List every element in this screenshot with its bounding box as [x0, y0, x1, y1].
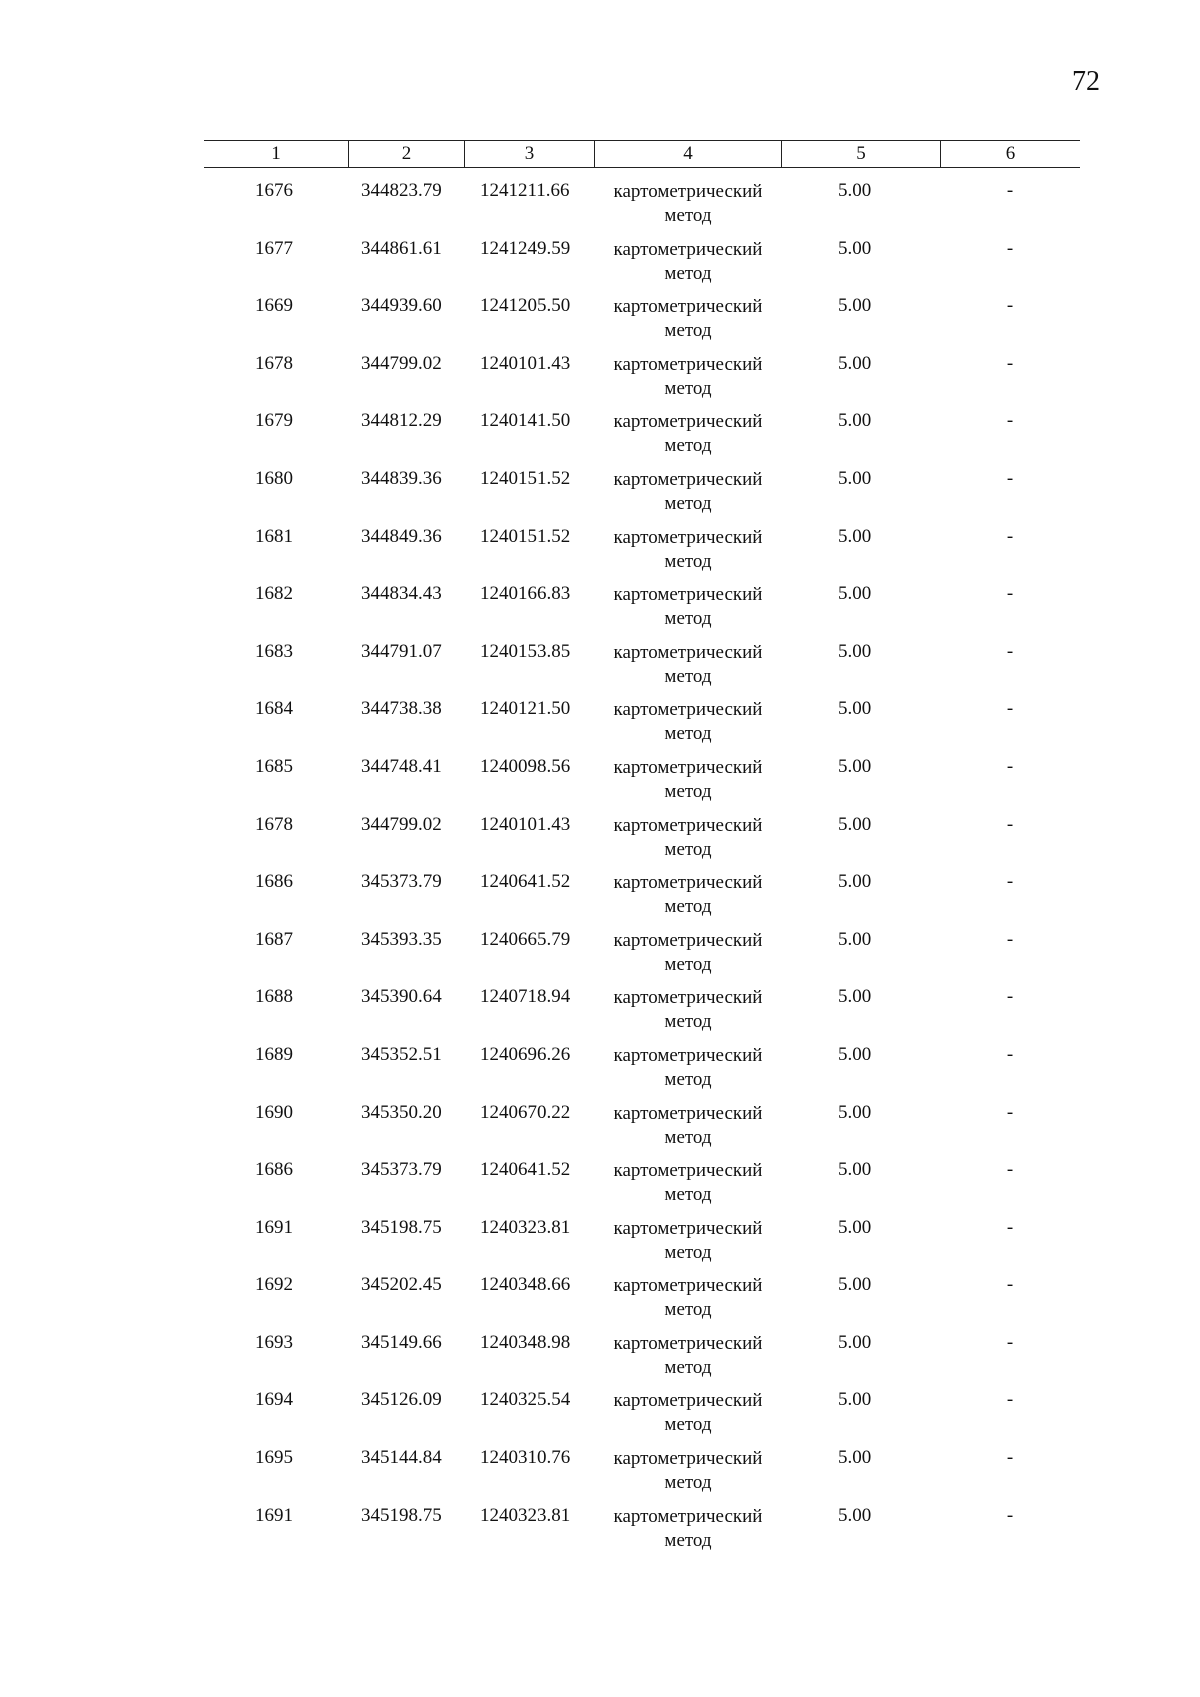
cell-point-number: 1691	[255, 1504, 293, 1526]
cell-note: -	[1006, 871, 1014, 893]
table-row	[0, 986, 1200, 1044]
header-col-2: 2	[348, 141, 464, 167]
cell-x-coordinate: 345198.75	[361, 1216, 442, 1238]
cell-y-coordinate: 1240310.76	[480, 1447, 571, 1469]
cell-method: картометрический метод	[613, 296, 763, 342]
cell-accuracy: 5.00	[838, 1274, 872, 1296]
cell-y-coordinate: 1240641.52	[480, 871, 571, 893]
cell-y-coordinate: 1241205.50	[480, 295, 571, 317]
cell-point-number: 1685	[255, 755, 293, 777]
cell-x-coordinate: 345373.79	[361, 871, 442, 893]
cell-x-coordinate: 345393.35	[361, 928, 442, 950]
table-row	[0, 1217, 1200, 1275]
cell-y-coordinate: 1240641.52	[480, 1159, 571, 1181]
cell-note: -	[1006, 1274, 1014, 1296]
table-row	[0, 1505, 1200, 1563]
cell-y-coordinate: 1241249.59	[480, 237, 571, 259]
cell-point-number: 1676	[255, 180, 293, 201]
cell-accuracy: 5.00	[838, 237, 872, 259]
cell-x-coordinate: 345390.64	[361, 986, 442, 1008]
cell-method: картометрический метод	[613, 238, 763, 284]
table-row	[0, 1389, 1200, 1447]
table-row	[0, 410, 1200, 468]
cell-x-coordinate: 344812.29	[361, 410, 442, 432]
cell-y-coordinate: 1240323.81	[480, 1216, 571, 1238]
table-row	[0, 871, 1200, 929]
cell-y-coordinate: 1240670.22	[480, 1101, 571, 1123]
cell-accuracy: 5.00	[838, 755, 872, 777]
table-row	[0, 814, 1200, 872]
cell-x-coordinate: 345202.45	[361, 1274, 442, 1296]
header-col-5: 5	[781, 141, 940, 167]
cell-accuracy: 5.00	[838, 1389, 872, 1411]
cell-method: картометрический метод	[613, 1505, 763, 1551]
cell-y-coordinate: 1240141.50	[480, 410, 571, 432]
cell-accuracy: 5.00	[838, 986, 872, 1008]
cell-note: -	[1006, 1504, 1014, 1526]
cell-method: картометрический метод	[613, 468, 763, 514]
header-col-3: 3	[464, 141, 594, 167]
cell-point-number: 1692	[255, 1274, 293, 1296]
cell-method: картометрический метод	[613, 814, 763, 860]
header-col-6: 6	[940, 141, 1080, 167]
cell-point-number: 1693	[255, 1331, 293, 1353]
cell-point-number: 1684	[255, 698, 293, 720]
cell-y-coordinate: 1241211.66	[480, 180, 570, 201]
cell-y-coordinate: 1240098.56	[480, 755, 571, 777]
cell-point-number: 1683	[255, 640, 293, 662]
cell-method: картометрический метод	[613, 1448, 763, 1494]
cell-x-coordinate: 344823.79	[361, 180, 442, 201]
cell-y-coordinate: 1240348.98	[480, 1331, 571, 1353]
header-col-4: 4	[594, 141, 781, 167]
cell-y-coordinate: 1240151.52	[480, 467, 571, 489]
cell-note: -	[1006, 1331, 1014, 1353]
cell-point-number: 1695	[255, 1447, 293, 1469]
table-body	[0, 180, 1200, 1562]
cell-point-number: 1669	[255, 295, 293, 317]
cell-accuracy: 5.00	[838, 295, 872, 317]
cell-point-number: 1677	[255, 237, 293, 259]
cell-note: -	[1006, 1101, 1014, 1123]
cell-x-coordinate: 345352.51	[361, 1043, 442, 1065]
cell-accuracy: 5.00	[838, 1159, 872, 1181]
cell-point-number: 1691	[255, 1216, 293, 1238]
page-number: 72	[1072, 66, 1100, 97]
cell-accuracy: 5.00	[838, 1216, 872, 1238]
cell-x-coordinate: 344799.02	[361, 352, 442, 374]
cell-note: -	[1006, 295, 1014, 317]
table-row	[0, 295, 1200, 353]
cell-point-number: 1680	[255, 467, 293, 489]
table-row	[0, 180, 1200, 238]
cell-y-coordinate: 1240323.81	[480, 1504, 571, 1526]
cell-point-number: 1678	[255, 352, 293, 374]
cell-y-coordinate: 1240101.43	[480, 813, 571, 835]
cell-x-coordinate: 345144.84	[361, 1447, 442, 1469]
cell-point-number: 1686	[255, 871, 293, 893]
table-row	[0, 1274, 1200, 1332]
cell-note: -	[1006, 986, 1014, 1008]
cell-x-coordinate: 345198.75	[361, 1504, 442, 1526]
cell-y-coordinate: 1240348.66	[480, 1274, 571, 1296]
cell-point-number: 1679	[255, 410, 293, 432]
cell-accuracy: 5.00	[838, 1043, 872, 1065]
cell-accuracy: 5.00	[838, 352, 872, 374]
table-row	[0, 1447, 1200, 1505]
cell-method: картометрический метод	[613, 1332, 763, 1378]
cell-x-coordinate: 344799.02	[361, 813, 442, 835]
cell-method: картометрический метод	[613, 1217, 763, 1263]
cell-accuracy: 5.00	[838, 640, 872, 662]
cell-accuracy: 5.00	[838, 410, 872, 432]
cell-accuracy: 5.00	[838, 525, 872, 547]
cell-accuracy: 5.00	[838, 467, 872, 489]
header-col-1: 1	[271, 143, 281, 164]
table-row	[0, 929, 1200, 987]
table-row	[0, 756, 1200, 814]
cell-x-coordinate: 344939.60	[361, 295, 442, 317]
cell-x-coordinate: 344791.07	[361, 640, 442, 662]
cell-x-coordinate: 344849.36	[361, 525, 442, 547]
cell-accuracy: 5.00	[838, 180, 872, 201]
cell-point-number: 1681	[255, 525, 293, 547]
cell-method: картометрический метод	[613, 526, 763, 572]
cell-point-number: 1682	[255, 583, 293, 605]
table-row	[0, 238, 1200, 296]
cell-method: картометрический метод	[613, 1102, 763, 1148]
table-row	[0, 526, 1200, 584]
table-header	[204, 140, 1080, 168]
cell-accuracy: 5.00	[838, 1504, 872, 1526]
cell-y-coordinate: 1240151.52	[480, 525, 571, 547]
cell-note: -	[1006, 698, 1014, 720]
cell-y-coordinate: 1240325.54	[480, 1389, 571, 1411]
cell-point-number: 1686	[255, 1159, 293, 1181]
cell-y-coordinate: 1240153.85	[480, 640, 571, 662]
table-row	[0, 641, 1200, 699]
cell-note: -	[1006, 583, 1014, 605]
cell-point-number: 1690	[255, 1101, 293, 1123]
cell-x-coordinate: 344748.41	[361, 755, 442, 777]
cell-accuracy: 5.00	[838, 1447, 872, 1469]
cell-method: картометрический метод	[613, 353, 763, 399]
table-row	[0, 468, 1200, 526]
cell-method: картометрический метод	[613, 699, 763, 745]
cell-point-number: 1694	[255, 1389, 293, 1411]
cell-x-coordinate: 345373.79	[361, 1159, 442, 1181]
cell-note: -	[1006, 1447, 1014, 1469]
cell-method: картометрический метод	[613, 584, 763, 630]
cell-accuracy: 5.00	[838, 698, 872, 720]
cell-note: -	[1006, 1159, 1014, 1181]
cell-method: картометрический метод	[613, 411, 763, 457]
cell-method: картометрический метод	[613, 872, 763, 918]
cell-accuracy: 5.00	[838, 1331, 872, 1353]
cell-x-coordinate: 345149.66	[361, 1331, 442, 1353]
cell-note: -	[1006, 813, 1014, 835]
table-row	[0, 1159, 1200, 1217]
cell-point-number: 1689	[255, 1043, 293, 1065]
cell-x-coordinate: 344834.43	[361, 583, 442, 605]
cell-y-coordinate: 1240166.83	[480, 583, 571, 605]
cell-note: -	[1006, 1216, 1014, 1238]
cell-method: картометрический метод	[613, 1160, 763, 1206]
cell-x-coordinate: 345126.09	[361, 1389, 442, 1411]
cell-note: -	[1006, 352, 1014, 374]
cell-note: -	[1006, 525, 1014, 547]
cell-x-coordinate: 345350.20	[361, 1101, 442, 1123]
cell-y-coordinate: 1240101.43	[480, 352, 571, 374]
table-row	[0, 1102, 1200, 1160]
cell-point-number: 1687	[255, 928, 293, 950]
cell-method: картометрический метод	[613, 641, 763, 687]
cell-method: картометрический метод	[613, 181, 763, 226]
cell-x-coordinate: 344839.36	[361, 467, 442, 489]
cell-accuracy: 5.00	[838, 1101, 872, 1123]
table-row	[0, 583, 1200, 641]
cell-note: -	[1006, 1389, 1014, 1411]
cell-accuracy: 5.00	[838, 928, 872, 950]
cell-note: -	[1006, 928, 1014, 950]
cell-method: картометрический метод	[613, 1275, 763, 1321]
cell-point-number: 1678	[255, 813, 293, 835]
table-row	[0, 1044, 1200, 1102]
cell-method: картометрический метод	[613, 929, 763, 975]
cell-note: -	[1006, 467, 1014, 489]
cell-note: -	[1006, 180, 1014, 201]
cell-x-coordinate: 344861.61	[361, 237, 442, 259]
cell-note: -	[1006, 755, 1014, 777]
cell-y-coordinate: 1240121.50	[480, 698, 571, 720]
cell-method: картометрический метод	[613, 987, 763, 1033]
cell-note: -	[1006, 237, 1014, 259]
cell-note: -	[1006, 640, 1014, 662]
cell-accuracy: 5.00	[838, 871, 872, 893]
cell-y-coordinate: 1240696.26	[480, 1043, 571, 1065]
cell-method: картометрический метод	[613, 756, 763, 802]
cell-method: картометрический метод	[613, 1390, 763, 1436]
table-row	[0, 353, 1200, 411]
cell-accuracy: 5.00	[838, 583, 872, 605]
cell-x-coordinate: 344738.38	[361, 698, 442, 720]
cell-note: -	[1006, 410, 1014, 432]
cell-method: картометрический метод	[613, 1044, 763, 1090]
table-row	[0, 698, 1200, 756]
cell-note: -	[1006, 1043, 1014, 1065]
table-row	[0, 1332, 1200, 1390]
cell-y-coordinate: 1240718.94	[480, 986, 571, 1008]
cell-point-number: 1688	[255, 986, 293, 1008]
cell-y-coordinate: 1240665.79	[480, 928, 571, 950]
cell-accuracy: 5.00	[838, 813, 872, 835]
